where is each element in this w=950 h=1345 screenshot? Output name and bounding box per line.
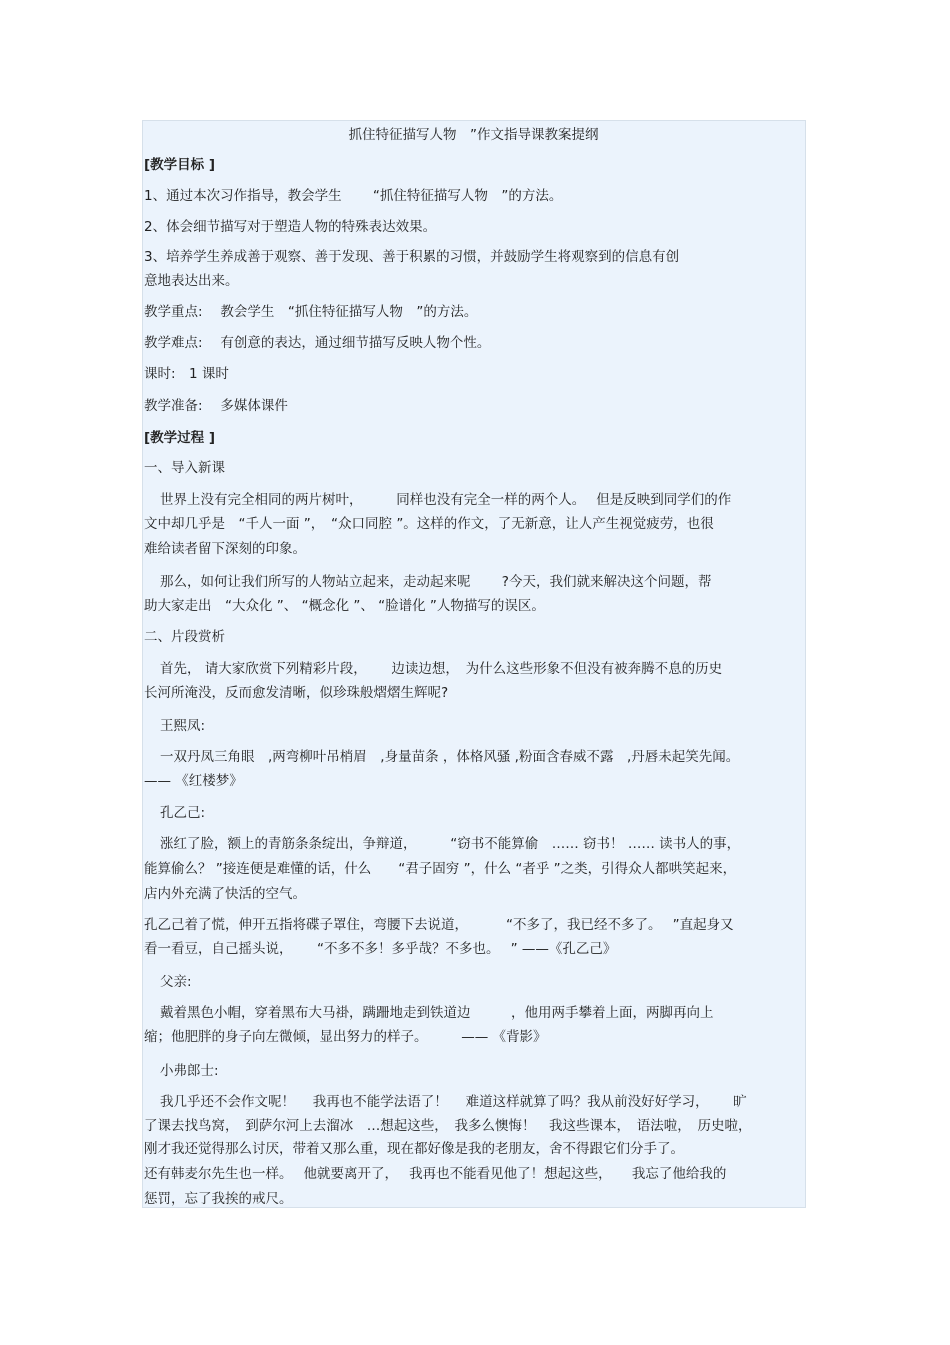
goal-item: 3、培养学生养成善于观察、善于发现、善于积累的习惯，并鼓励学生将观察到的信息有创: [144, 249, 680, 265]
excerpt-line: 孔乙己着了慌，伸开五指将碟子罩住，弯腰下去说道， “不多了，我已经不多了。 ”直起身又: [144, 917, 734, 933]
excerpt-line: 戴着黑色小帽，穿着黑布大马褂，蹒跚地走到铁道边 ，他用两手攀着上面，两脚再向上: [160, 1005, 714, 1021]
excerpt-line: 涨红了脸，额上的青筋条条绽出，争辩道， “窃书不能算偷 …… 窃书！ …… 读书人的事，: [160, 836, 741, 852]
goal-item-continued: 意地表达出来。: [144, 273, 239, 289]
excerpt-line: 惩罚，忘了我挨的戒尺。: [144, 1191, 293, 1207]
lesson-plan-document: [142, 120, 806, 1208]
difficulty: 教学难点: 有创意的表达，通过细节描写反映人物个性。: [144, 335, 491, 351]
excerpt-line: 能算偷么？ ”接连便是难懂的话，什么 “君子固穷 ”，什么 “者乎 ”之类，引得众人都哄笑起来，: [144, 861, 737, 877]
key-point: 教学重点: 教会学生 “抓住特征描写人物 ”的方法。: [144, 304, 478, 320]
paragraph-line: 文中却几乎是 “千人一面 ”， “众口同腔 ”。这样的作文，了无新意，让人产生视觉疲劳，也很: [144, 516, 714, 532]
excerpt-line: 一双丹凤三角眼 ,两弯柳叶吊梢眉 ,身量苗条 ，体格风骚 ,粉面含春威不露 ,丹唇未起笑先闻。: [160, 749, 740, 765]
paragraph-line: 世界上没有完全相同的两片树叶， 同样也没有完全一样的两个人。 但是反映到同学们的作: [160, 492, 732, 508]
excerpt-character-name: 小弗郎士:: [160, 1063, 219, 1079]
paragraph-line: 难给读者留下深刻的印象。: [144, 541, 306, 557]
excerpt-character-name: 孔乙己:: [160, 805, 206, 821]
goal-item: 1、通过本次习作指导，教会学生 “抓住特征描写人物 ”的方法。: [144, 188, 563, 204]
excerpt-line: 我几乎还不会作文呢！ 我再也不能学法语了！ 难道这样就算了吗？我从前没好好学习， 旷: [160, 1094, 747, 1110]
paragraph-line: 助大家走出 “大众化 ”、 “概念化 ”、 “脸谱化 ”人物描写的误区。: [144, 598, 545, 614]
excerpt-source: —— 《红楼梦》: [144, 773, 243, 789]
excerpt-line: 还有韩麦尔先生也一样。 他就要离开了， 我再也不能看见他了！想起这些， 我忘了他给我的: [144, 1166, 727, 1182]
goals-heading: [教学目标 ]: [144, 157, 216, 173]
document-title: 抓住特征描写人物 ”作文指导课教案提纲: [348, 127, 599, 143]
class-hours: 课时: 1 课时: [144, 366, 229, 382]
process-heading: [教学过程 ]: [144, 430, 216, 446]
excerpt-line: 缩；他肥胖的身子向左微倾，显出努力的样子。 —— 《背影》: [144, 1029, 547, 1045]
excerpt-character-name: 父亲:: [160, 974, 192, 990]
section-heading: 一、导入新课: [144, 460, 225, 476]
paragraph-line: 首先， 请大家欣赏下列精彩片段， 边读边想， 为什么这些形象不但没有被奔腾不息的历史: [160, 661, 723, 677]
paragraph-line: 长河所淹没，反而愈发清晰，似珍珠般熠熠生辉呢?: [144, 685, 449, 701]
excerpt-line: 刚才我还觉得那么讨厌，带着又那么重，现在都好像是我的老朋友，舍不得跟它们分手了。: [144, 1141, 684, 1157]
excerpt-line: 了课去找鸟窝， 到萨尔河上去溜冰 …想起这些， 我多么懊悔！ 我这些课本， 语法啦， 历史啦，: [144, 1118, 752, 1134]
excerpt-line: 店内外充满了快活的空气。: [144, 886, 306, 902]
paragraph-line: 那么，如何让我们所写的人物站立起来，走动起来呢 ?今天，我们就来解决这个问题，帮: [160, 574, 712, 590]
excerpt-line: 看一看豆，自己摇头说， “不多不多！多乎哉？不多也。 ” ——《孔乙己》: [144, 941, 617, 957]
excerpt-character-name: 王熙凤:: [160, 718, 206, 734]
preparation: 教学准备: 多媒体课件: [144, 398, 288, 414]
goal-item: 2、体会细节描写对于塑造人物的特殊表达效果。: [144, 219, 437, 235]
section-heading: 二、片段赏析: [144, 629, 225, 645]
